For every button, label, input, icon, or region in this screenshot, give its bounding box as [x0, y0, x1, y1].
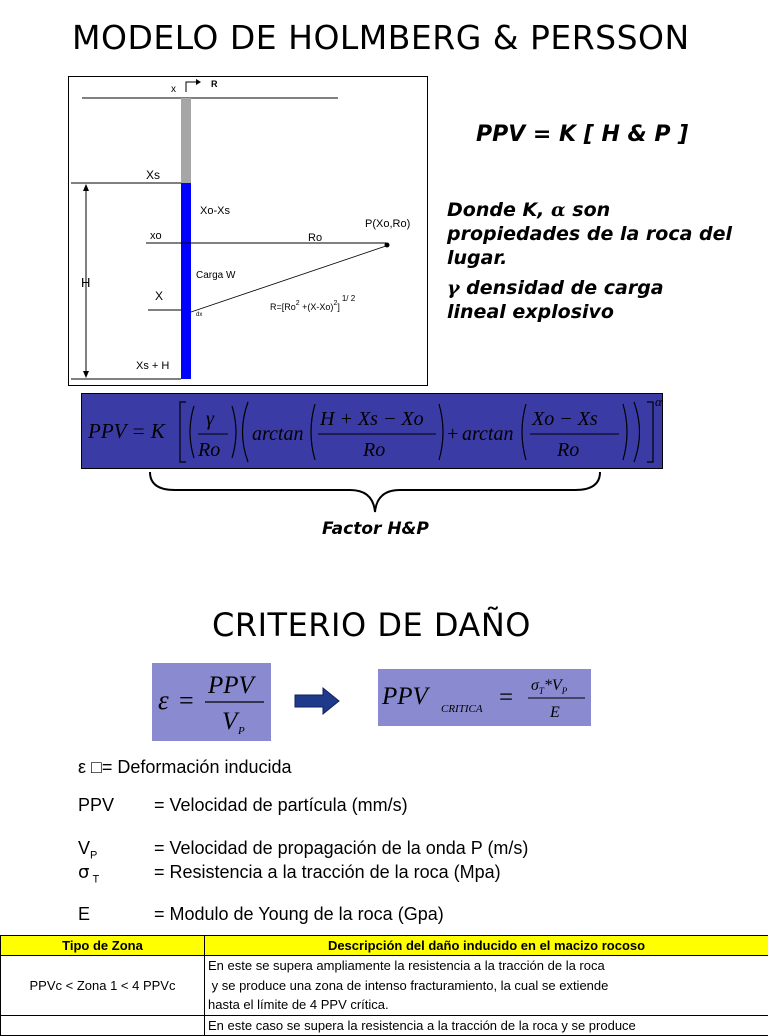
- svg-text:V: V: [222, 708, 240, 735]
- svg-text:H + Xs − Xo: H + Xs − Xo: [319, 408, 424, 430]
- legend-sigma-symbol: σ $_T$: [78, 862, 99, 886]
- legend-ppv-desc: = Velocidad de partícula (mm/s): [154, 795, 408, 816]
- factor-brace-icon: [145, 468, 605, 518]
- svg-text:+: +: [447, 423, 458, 445]
- svg-text:PPV = K: PPV = K: [87, 419, 166, 443]
- legend-vp-desc: = Velocidad de propagación de la onda P (m/s): [154, 838, 528, 859]
- ppv-short-formula: PPV = K [ H & P ]: [476, 122, 688, 147]
- label-h: H: [81, 275, 90, 290]
- table-header-row: [1, 936, 768, 956]
- table-header-zone: Tipo de Zona: [1, 936, 205, 956]
- label-x: X: [155, 289, 163, 303]
- stemming-column: [181, 98, 191, 183]
- svg-text:=: =: [499, 684, 513, 711]
- label-carga: Carga W: [196, 270, 236, 281]
- table-row: [1, 956, 768, 1016]
- label-dx: dx: [196, 312, 202, 318]
- legend-epsilon: ε □= Deformación inducida: [78, 757, 292, 778]
- critical-ppv-formula: [378, 669, 591, 726]
- svg-text:CRITICA: CRITICA: [441, 703, 483, 715]
- legend-e-desc: = Modulo de Young de la roca (Gpa): [154, 904, 444, 925]
- svg-text:Ro: Ro: [197, 439, 220, 461]
- svg-text:arctan: arctan: [462, 423, 513, 445]
- table-cell-description: En este caso se supera la resistencia a la tracción de la roca y se produce: [205, 1016, 768, 1036]
- table-header-description: Descripción del daño inducido en el macizo rocoso: [205, 936, 768, 956]
- label-r-arrow: R: [211, 79, 218, 89]
- table-cell-zone: PPVc < Zona 1 < 4 PPVc: [1, 956, 205, 1016]
- svg-text:α: α: [655, 394, 662, 409]
- label-x-top: x: [171, 84, 176, 95]
- main-ppv-formula: [81, 393, 663, 469]
- label-point: P(Xo,Ro): [365, 218, 410, 230]
- holmberg-persson-diagram: [68, 76, 428, 386]
- svg-text:arctan: arctan: [252, 423, 303, 445]
- svg-text:ε: ε: [158, 685, 169, 715]
- legend-sigma-desc: = Resistencia a la tracción de la roca (Mpa): [154, 862, 501, 883]
- label-ro: Ro: [308, 232, 322, 244]
- charge-column: [181, 183, 191, 379]
- svg-text:PPV: PPV: [381, 683, 431, 710]
- svg-text:P: P: [237, 725, 245, 737]
- label-xsh: Xs + H: [136, 360, 169, 372]
- right-arrow-icon: [293, 686, 341, 716]
- point-p: [385, 243, 390, 248]
- table-cell-description: En este se supera ampliamente la resistencia a la tracción de la roca y se produce una zona de intenso fracturamiento, la cual se extiende hasta el límite de 4 PPV crítica.: [205, 956, 768, 1016]
- label-xo-xs: Xo-Xs: [200, 205, 230, 217]
- damage-zones-table: [0, 935, 768, 1036]
- diagram-frame: [69, 77, 428, 386]
- legend-e-symbol: E: [78, 904, 90, 925]
- page-title: MODELO DE HOLMBERG & PERSSON: [72, 18, 690, 57]
- svg-text:Ro: Ro: [556, 439, 579, 461]
- label-xo: xo: [150, 230, 162, 242]
- svg-text:E: E: [549, 704, 560, 721]
- svg-text:R=[Ro2 +(X-Xo)2]1/ 2: $R=[Ro^2 +(X-Xo)^2]1/$ 2: [270, 294, 356, 312]
- factor-label: Factor H&P: [322, 519, 429, 539]
- legend-ppv-symbol: PPV: [78, 795, 114, 816]
- svg-text:γ: γ: [206, 408, 215, 430]
- svg-text:σT*VP: $\sigma_T*V_P$: [531, 677, 568, 696]
- table-row: [1, 1016, 768, 1036]
- svg-text:=: =: [179, 686, 194, 715]
- label-xs: Xs: [146, 168, 160, 182]
- table-cell-zone: [1, 1016, 205, 1036]
- criterio-title: CRITERIO DE DAÑO: [212, 606, 531, 644]
- svg-text:Ro: Ro: [362, 439, 385, 461]
- donde-text: Donde K, α son propiedades de la roca del lugar. γ densidad de carga lineal explosivo: [447, 198, 732, 324]
- svg-text:PPV: PPV: [207, 672, 257, 699]
- legend-vp-symbol: $V_P$: [78, 838, 97, 862]
- svg-text:Xo − Xs: Xo − Xs: [531, 408, 598, 430]
- strain-formula: [152, 663, 271, 741]
